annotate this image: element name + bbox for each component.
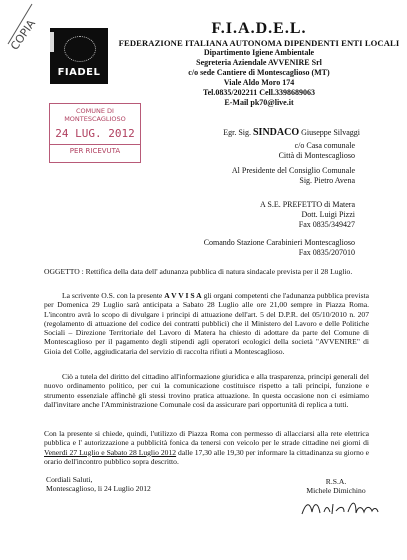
p1-start: La scrivente O.S. con la presente <box>62 291 163 300</box>
paragraph-3 <box>44 429 369 466</box>
tel-line: Tel.0835/202211 Cell.3398689063 <box>203 88 315 97</box>
place-date: Montescaglioso, li 24 Luglio 2012 <box>46 484 151 494</box>
egr-prefix: Egr. Sig. <box>223 128 251 137</box>
p1-rest: gli organi competenti che l'adunanza pubblica prevista per Domenica 29 Luglio sarà anticipata a Sabato 28 Luglio alle ore 21,00 sempre in Piazza Roma. L'incontro avrà lo scopo di divulgare i principi di attuazione dell'art. 5 del D.P.R. del 05/10/2010 n. 207 (regolamento di attuazione del codice dei contratti pubblici) che il Ministero del Lavoro e delle Politiche Sociali – Direzione Territoriale del Lavoro di Matera ha chiesto di adottare da parte del Comune di Montescaglioso per il pagamento degli stipendi agli operatori ecologici della società "AVVENIRE" di Gioia del Colle, aggiudicataria del servizio di raccolta rifiuti a Montescaglioso. <box>44 291 370 356</box>
closing-greeting: Cordiali Saluti, <box>46 475 93 484</box>
subject-line: OGGETTO : Rettifica della data dell' adunanza pubblica di natura sindacale prevista per il 28 Luglio. <box>44 267 353 276</box>
recipient-4 <box>190 238 355 258</box>
via-line: Viale Aldo Moro 174 <box>223 78 295 87</box>
r1-line2: Città di Montescaglioso <box>278 151 355 160</box>
avvisa-word: A V V I S A <box>164 291 202 300</box>
r3-line3: Fax 0835/349427 <box>298 220 355 229</box>
r4-line1: Comando Stazione Carabinieri Montescaglioso <box>203 238 355 247</box>
flag-icon <box>50 32 64 52</box>
sede-line: c/o sede Cantiere di Montescaglioso (MT) <box>188 68 330 77</box>
reception-stamp <box>49 103 141 163</box>
p3-dates: Venerdì 27 Luglio e Sabato 28 Luglio 2012 <box>44 447 177 457</box>
r1-line1: c/o Casa comunale <box>294 141 355 150</box>
recipient-3 <box>240 200 355 230</box>
r2-line1: Al Presidente del Consiglio Comunale <box>231 166 355 175</box>
recipient-2 <box>210 166 355 186</box>
copia-annotation: COPIA <box>8 17 39 53</box>
stamp-line-2: MONTESCAGLIOSO <box>64 115 126 123</box>
stamp-line-1: COMUNE DI <box>76 107 114 115</box>
segreteria-line: Segreteria Aziendale AVVENIRE Srl <box>196 58 322 67</box>
recipient-1-address <box>240 141 355 161</box>
paragraph-1 <box>44 291 369 356</box>
handwritten-signature <box>300 498 380 520</box>
stamp-line-3: PER RICEVUTA <box>50 144 140 155</box>
signature-block <box>296 477 376 496</box>
copia-handwriting <box>2 0 42 53</box>
recipient-sindaco <box>200 128 360 138</box>
dept-line: Dipartimento Igiene Ambientale <box>203 48 315 57</box>
rsa-label: R.S.A. <box>325 477 347 486</box>
r3-line1: A S.E. PREFETTO di Matera <box>260 200 355 209</box>
fiadel-logo <box>50 28 108 84</box>
org-subtitle: FEDERAZIONE ITALIANA AUTONOMA DIPENDENTI ENTI LOCALI <box>118 38 400 48</box>
r2-line2: Sig. Pietro Avena <box>299 176 355 185</box>
sindaco-name: Giuseppe Silvaggi <box>301 128 360 137</box>
letterhead <box>118 20 400 108</box>
org-title: F.I.A.D.E.L. <box>211 20 307 37</box>
sindaco-title: SINDACO <box>252 127 300 138</box>
email-line: E-Mail pk70@live.it <box>224 98 294 107</box>
stars-circle-icon <box>64 36 96 62</box>
p3-start: Con la presente si chiede, quindi, l'utilizzo di Piazza Roma con permesso di allacciarsi alla rete elettrica pubblica e l' autorizzazione a pubblicità fonica da tenersi con veicolo per le strade cittadine nei giorni di <box>44 429 369 448</box>
stamp-date: 24 LUG. 2012 <box>55 127 135 140</box>
r3-line2: Dott. Luigi Pizzi <box>301 210 355 219</box>
paragraph-2: Ciò a tutela del diritto del cittadino all'informazione giuridica e alla trasparenza, principi generali del nuovo ordinamento politico, per cui la comunicazione costituisce rispetto a tali principi, funzione e strumento essenziale affinchè gli stessi trovino pratica attuazione. In questa occasione non ci esimiamo dall'invitare anche l'Amministrazione Comunale così da assicurare pari opportunità di replica a tutti. <box>44 372 369 409</box>
r4-line2: Fax 0835/207010 <box>298 248 355 257</box>
logo-text: FIADEL <box>57 67 101 78</box>
p3-rest: dalle 17,30 alle 19,30 per informare la cittadinanza su giorno e orario dell'incontro pubblico sopra descritto. <box>44 447 369 466</box>
signer-name: Michele Dimichino <box>306 486 366 496</box>
